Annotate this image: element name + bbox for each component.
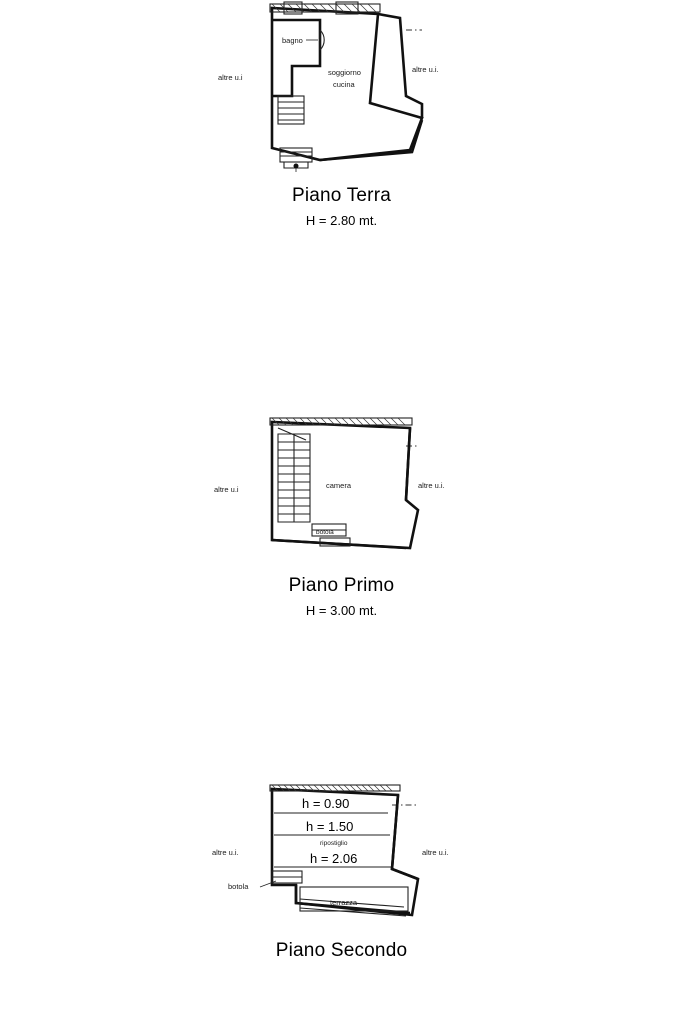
annotation-altre-ui-right: altre u.i. — [422, 848, 449, 857]
piano-primo-drawing — [160, 400, 520, 575]
room-label: ripostiglio — [320, 840, 348, 847]
floor-height-note: H = 2.80 mt. — [305, 213, 378, 228]
annotation-altre-ui-left: altre u.i. — [212, 848, 239, 857]
floor-plan-piano-primo — [0, 400, 683, 630]
floor-height-note: H = 3.00 mt. — [305, 603, 378, 618]
room-label: botola — [228, 882, 249, 891]
annotation-altre-ui-left: altre u.i — [218, 73, 243, 82]
floor-plan-piano-secondo — [0, 775, 683, 975]
annotation-altre-ui-right: altre u.i. — [412, 65, 439, 74]
piano-secondo-caption — [0, 940, 683, 968]
room-label: cucina — [333, 80, 355, 89]
height-label-150: h = 1.50 — [306, 819, 354, 834]
piano-primo-caption — [0, 575, 683, 618]
height-label-206: h = 2.06 — [310, 851, 358, 866]
floor-title: Piano Primo — [288, 575, 395, 596]
room-label: terrazza — [330, 898, 358, 907]
room-label: bagno — [282, 36, 303, 45]
floor-plan-piano-terra — [0, 0, 683, 240]
room-label: camera — [326, 481, 352, 490]
room-label: soggiorno — [328, 68, 361, 77]
floor-title: Piano Terra — [291, 185, 392, 206]
annotation-altre-ui-left: altre u.i — [214, 485, 239, 494]
height-label-090: h = 0.90 — [302, 796, 350, 811]
piano-terra-caption — [0, 185, 683, 228]
piano-terra-drawing — [160, 0, 520, 175]
floor-title: Piano Secondo — [275, 940, 408, 961]
piano-secondo-drawing — [160, 775, 520, 940]
room-label: botola — [316, 529, 334, 536]
annotation-altre-ui-right: altre u.i. — [418, 481, 445, 490]
